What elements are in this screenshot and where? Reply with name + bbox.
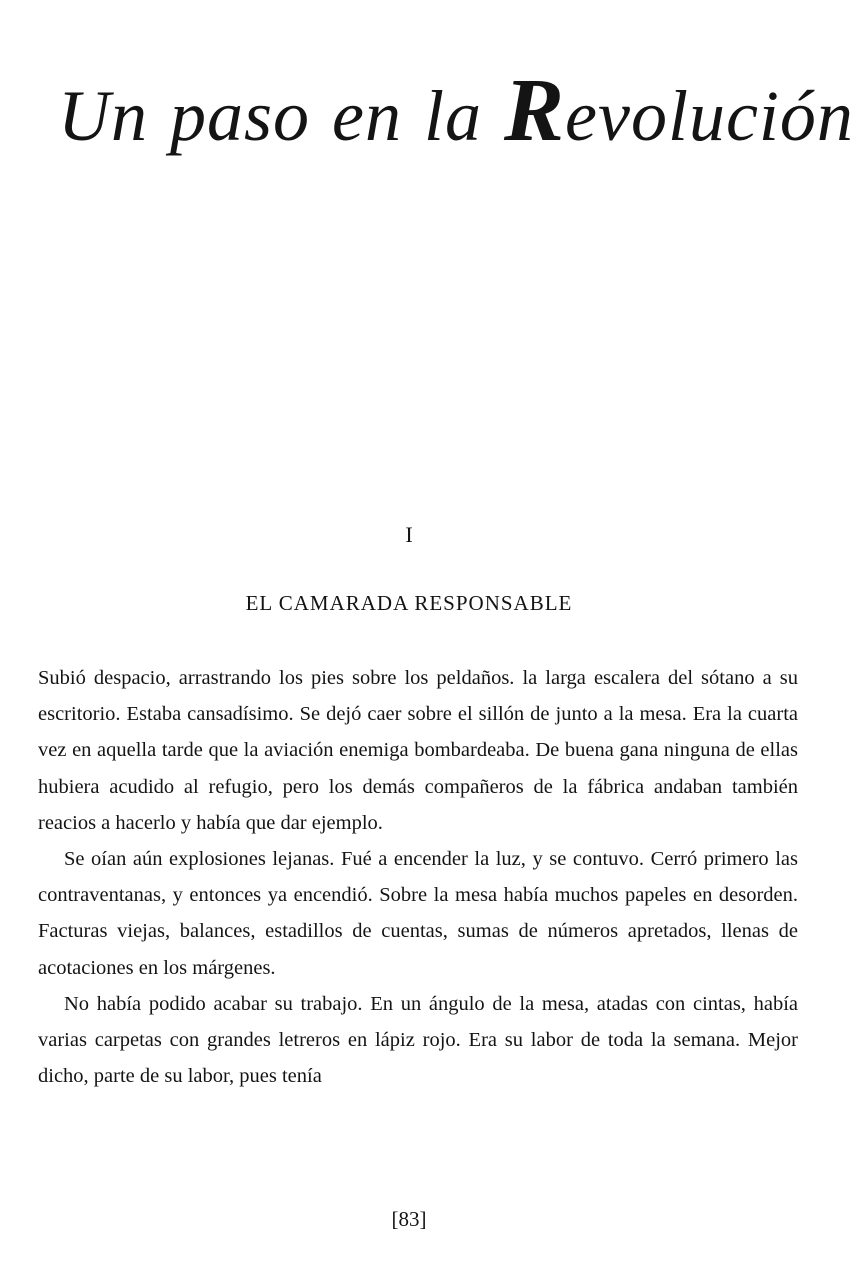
title-word: en xyxy=(332,76,402,156)
chapter-number: I xyxy=(405,522,413,547)
title-word: la xyxy=(424,76,483,156)
book-title xyxy=(58,61,854,160)
paragraph: No había podido acabar su trabajo. En un ángulo de la mesa, atadas con cintas, había varias carpetas con grandes letreros en lápiz rojo. Era su labor de toda la semana. Mejor dicho, parte de su labor, pues tenía xyxy=(38,992,798,1088)
paragraph: Se oían aún explosiones lejanas. Fué a encender la luz, y se contuvo. Cerró primero las contraventanas, y entonces ya encendió. Sobre la mesa había muchos papeles en desorden. Facturas viejas, balances, estadillos de cuentas, sumas de números apretados, llenas de acotaciones en los márgenes. xyxy=(38,848,798,979)
chapter-body xyxy=(38,660,798,1094)
page-number: [83] xyxy=(391,1207,427,1231)
title-word-last xyxy=(504,61,854,160)
title-initial: R xyxy=(504,61,566,160)
paragraph: Subió despacio, arrastrando los pies sobre los peldaños. la larga escalera del sótano a su escritorio. Estaba cansadísimo. Se dejó caer sobre el sillón de junto a la mesa. Era la cuarta vez en aquella tarde que la aviación enemiga bombardeaba. De buena gana ninguna de ellas hubiera acudido al refugio, pero los demás compañeros de la fábrica andaban también reacios a hacerlo y había que dar ejemplo. xyxy=(38,667,798,834)
title-word-rest: evolución xyxy=(565,76,854,156)
chapter-title: EL CAMARADA RESPONSABLE xyxy=(245,591,573,615)
title-word: Un xyxy=(58,76,148,156)
title-word: paso xyxy=(170,76,311,156)
